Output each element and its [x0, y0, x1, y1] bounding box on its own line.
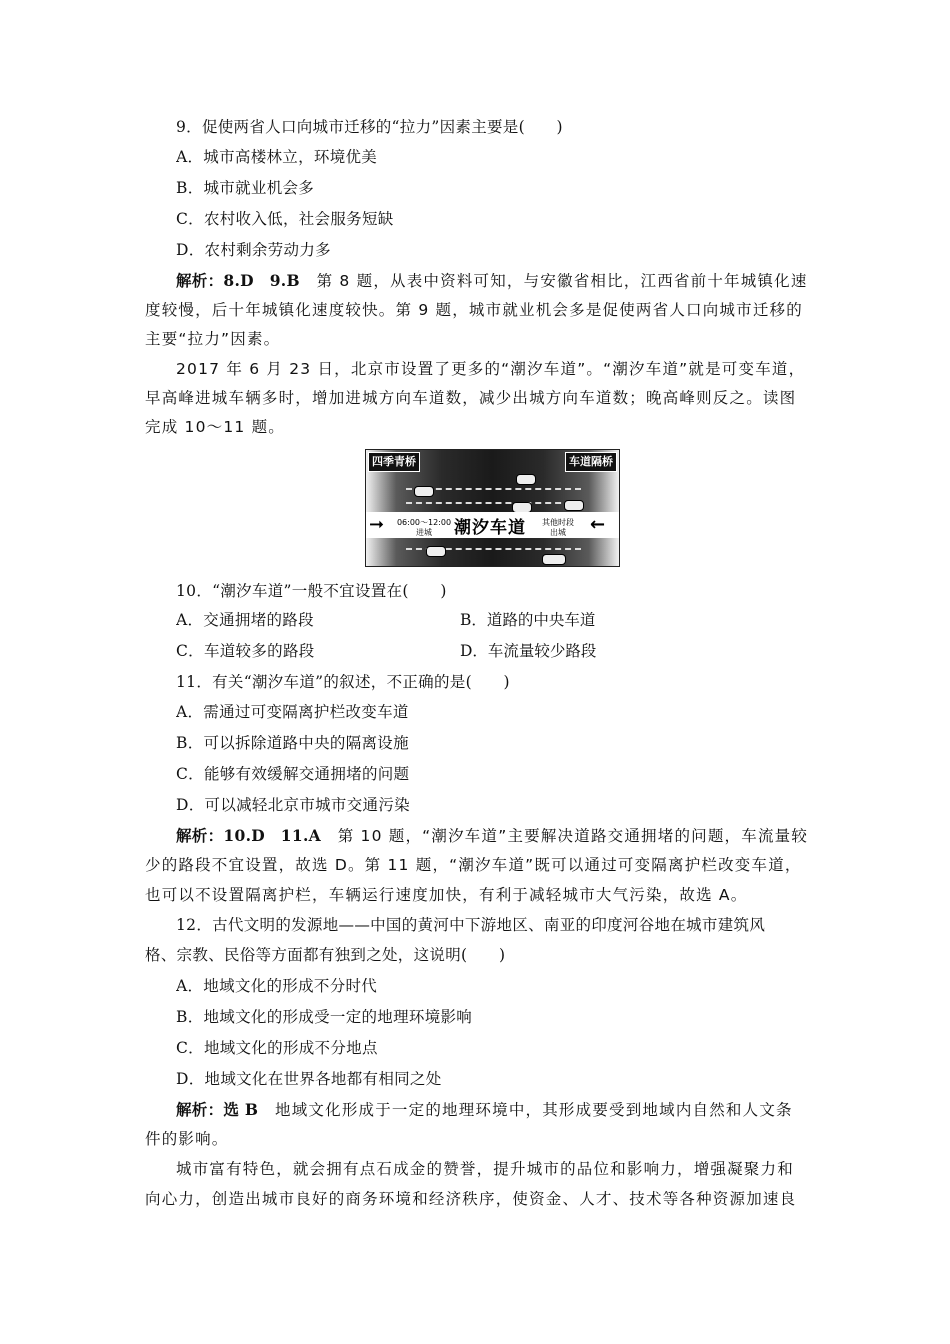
figure-left-tag: 四季青桥 — [368, 452, 420, 472]
explanation-10-11-line2: 少的路段不宜设置，故选 D。第 11 题，“潮汐车道”既可以通过可变隔离护栏改变车道， — [145, 856, 802, 874]
car-icon — [414, 486, 434, 497]
q9-stem: 9．促使两省人口向城市迁移的“拉力”因素主要是( ) — [176, 118, 563, 136]
explanation-8-9-line3: 主要“拉力”因素。 — [145, 330, 281, 348]
car-icon — [426, 546, 446, 557]
q11-option-b: B．可以拆除道路中央的隔离设施 — [176, 734, 409, 752]
q11-stem: 11．有关“潮汐车道”的叙述，不正确的是( ) — [176, 673, 510, 691]
bus-icon — [542, 554, 566, 565]
q10-option-c: C．车道较多的路段 — [176, 642, 315, 660]
q10-stem: 10．“潮汐车道”一般不宜设置在( ) — [176, 582, 447, 600]
explanation-head: 解析：选 B — [176, 1100, 259, 1119]
explanation-head: 解析：8.D 9.B — [176, 271, 300, 290]
figure-right-tag: 车道隔桥 — [565, 452, 617, 472]
tail-line2: 向心力，创造出城市良好的商务环境和经济秩序，使资金、人才、技术等各种资源加速良 — [145, 1190, 797, 1208]
q12-option-c: C．地域文化的形成不分地点 — [176, 1039, 378, 1057]
q12-stem-line2: 格、宗教、民俗等方面都有独到之处，这说明( ) — [145, 946, 506, 964]
q12-stem-line1: 12．古代文明的发源地——中国的黄河中下游地区、南亚的印度河谷地在城市建筑风 — [176, 916, 766, 934]
lane-divider — [406, 502, 581, 504]
intro-line3: 完成 10～11 题。 — [145, 418, 286, 436]
explanation-12-line2: 件的影响。 — [145, 1130, 229, 1148]
q9-option-c: C．农村收入低，社会服务短缺 — [176, 210, 394, 228]
explanation-10-11-line1: 解析：10.D 11.A 第 10 题，“潮汐车道”主要解决道路交通拥堵的问题，车流量较 — [176, 826, 809, 845]
explanation-10-11-line3: 也可以不设置隔离护栏，车辆运行速度加快，有利于减轻城市大气污染，故选 A。 — [145, 886, 748, 904]
q10-option-d: D．车流量较少路段 — [460, 642, 597, 660]
q9-option-b: B．城市就业机会多 — [176, 179, 315, 197]
right-time-label: 其他时段 — [542, 518, 574, 527]
arrow-right-icon: ➞ — [369, 514, 385, 535]
q9-option-a: A．城市高楼林立，环境优美 — [176, 148, 378, 166]
q10-option-b: B．道路的中央车道 — [460, 611, 596, 629]
tail-line1: 城市富有特色，就会拥有点石成金的赞誉，提升城市的品位和影响力，增强凝聚力和 — [176, 1160, 794, 1178]
arrow-left-icon: ← — [590, 514, 606, 535]
car-icon — [564, 500, 584, 511]
tidal-lane-title: 潮汐车道 — [454, 518, 526, 538]
q9-option-d: D．农村剩余劳动力多 — [176, 241, 331, 259]
left-direction-label: 进城 — [416, 528, 432, 537]
car-icon — [516, 474, 536, 485]
q12-option-a: A．地域文化的形成不分时代 — [176, 977, 378, 995]
q11-option-a: A．需通过可变隔离护栏改变车道 — [176, 703, 409, 721]
explanation-12-line1: 解析：选 B 地域文化形成于一定的地理环境中，其形成要受到地域内自然和人文条 — [176, 1100, 793, 1119]
explanation-head: 解析：10.D 11.A — [176, 826, 321, 845]
intro-line1: 2017 年 6 月 23 日，北京市设置了更多的“潮汐车道”。“潮汐车道”就是可变车道， — [176, 360, 806, 378]
q12-option-d: D．地域文化在世界各地都有相同之处 — [176, 1070, 442, 1088]
explanation-8-9-line2: 度较慢，后十年城镇化速度较快。第 9 题，城市就业机会多是促使两省人口向城市迁移的 — [145, 301, 803, 319]
right-direction-label: 出城 — [550, 528, 566, 537]
q11-option-d: D．可以减轻北京市城市交通污染 — [176, 796, 410, 814]
explanation-8-9-line1: 解析：8.D 9.B 第 8 题，从表中资料可知，与安徽省相比，江西省前十年城镇化速 — [176, 271, 808, 290]
intro-line2: 早高峰进城车辆多时，增加进城方向车道数，减少出城方向车道数；晚高峰则反之。读图 — [145, 389, 797, 407]
q12-option-b: B．地域文化的形成受一定的地理环境影响 — [176, 1008, 473, 1026]
left-time-label: 06:00～12:00 — [396, 518, 452, 527]
q10-option-a: A．交通拥堵的路段 — [176, 611, 314, 629]
tidal-lane-figure — [365, 449, 620, 567]
q11-option-c: C．能够有效缓解交通拥堵的问题 — [176, 765, 410, 783]
